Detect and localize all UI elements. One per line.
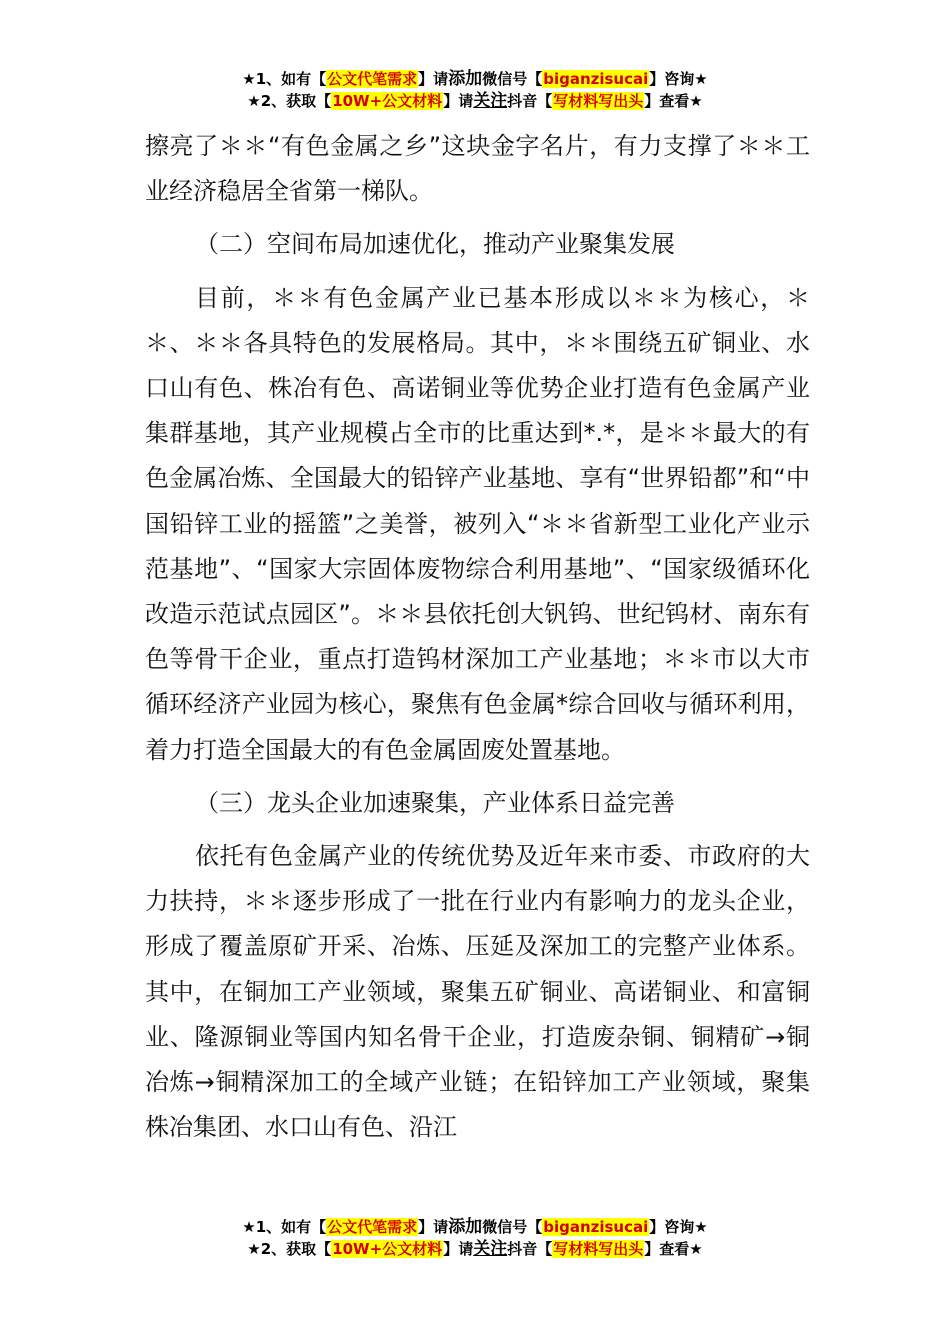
banner-emphasis: 添加: [448, 1217, 483, 1237]
banner-emphasis: 添加: [448, 69, 483, 89]
highlight-materials: 10W+公文材料: [332, 92, 443, 110]
highlight-douyin-account: 写材料写出头: [553, 1240, 644, 1258]
paragraph-spatial-layout: 目前，＊＊有色金属产业已基本形成以＊＊为核心，＊＊、＊＊各具特色的发展格局。其中，＊＊围绕五矿铜业、水口山有色、株冶有色、高诺铜业等优势企业打造有色金属产业集群基地，其产业规模占全市的比重达到*.*，是＊＊最大的有色金属冶炼、全国最大的铅锌产业基地、享有“世界铅都”和“中国铅锌工业的摇篮”之美誉，被列入“＊＊省新型工业化产业示范基地”、“国家大宗固体废物综合利用基地”、“国家级循环化改造示范试点园区”。＊＊县依托创大钒钨、世纪钨材、南东有色等骨干企业，重点打造钨材深加工产业基地；＊＊市以大市循环经济产业园为核心，聚焦有色金属*综合回收与循环利用，着力打造全国最大的有色金属固废处置基地。: [145, 283, 810, 764]
banner-text: 】咨询★: [649, 70, 708, 88]
document-body: [145, 124, 810, 1150]
paragraph-continued: 擦亮了＊＊“有色金属之乡”这块金字名片，有力支撑了＊＊工业经济稳居全省第一梯队。: [145, 132, 810, 206]
paragraph-leading-enterprises: 依托有色金属产业的传统优势及近年来市委、市政府的大力扶持，＊＊逐步形成了一批在行业内有影响力的龙头企业，形成了覆盖原矿开采、冶炼、压延及深加工的完整产业体系。其中，在铜加工产业领域，聚集五矿铜业、高诺铜业、和富铜业、隆源铜业等国内知名骨干企业，打造废杂铜、铜精矿→铜冶炼→铜精深加工的全域产业链；在铅锌加工产业领域，聚集株冶集团、水口山有色、沿江: [145, 842, 810, 1142]
highlight-service: 公文代笔需求: [327, 70, 418, 88]
banner-text: 微信号【: [482, 1218, 543, 1236]
banner-text: 】查看★: [644, 92, 703, 110]
header-banner: [0, 68, 950, 112]
banner-text: ★1、如有【: [242, 70, 327, 88]
highlight-wechat-id: biganzisucai: [543, 1218, 649, 1236]
banner-text: ★2、获取【: [247, 92, 332, 110]
highlight-wechat-id: biganzisucai: [543, 70, 649, 88]
banner-emphasis: 关注: [473, 1239, 508, 1259]
section-heading-3: （三）龙头企业加速聚集，产业体系日益完善: [195, 788, 675, 817]
banner-text: 抖音【: [507, 1240, 553, 1258]
banner-text: ★1、如有【: [242, 1218, 327, 1236]
banner-line-1: [0, 68, 950, 90]
banner-line-2: [0, 90, 950, 112]
banner-text: 】咨询★: [649, 1218, 708, 1236]
footer-banner: [0, 1216, 950, 1260]
banner-text: 】请: [418, 1218, 449, 1236]
banner-text: 抖音【: [507, 92, 553, 110]
section-heading-2: （二）空间布局加速优化，推动产业聚集发展: [195, 230, 675, 259]
banner-text: 】请: [418, 70, 449, 88]
highlight-materials: 10W+公文材料: [332, 1240, 443, 1258]
banner-line-2: [0, 1238, 950, 1260]
banner-text: 微信号【: [482, 70, 543, 88]
banner-emphasis: 关注: [473, 91, 508, 111]
banner-line-1: [0, 1216, 950, 1238]
highlight-service: 公文代笔需求: [327, 1218, 418, 1236]
banner-text: 】查看★: [644, 1240, 703, 1258]
banner-text: 】请: [443, 1240, 474, 1258]
banner-text: ★2、获取【: [247, 1240, 332, 1258]
banner-text: 】请: [443, 92, 474, 110]
highlight-douyin-account: 写材料写出头: [553, 92, 644, 110]
